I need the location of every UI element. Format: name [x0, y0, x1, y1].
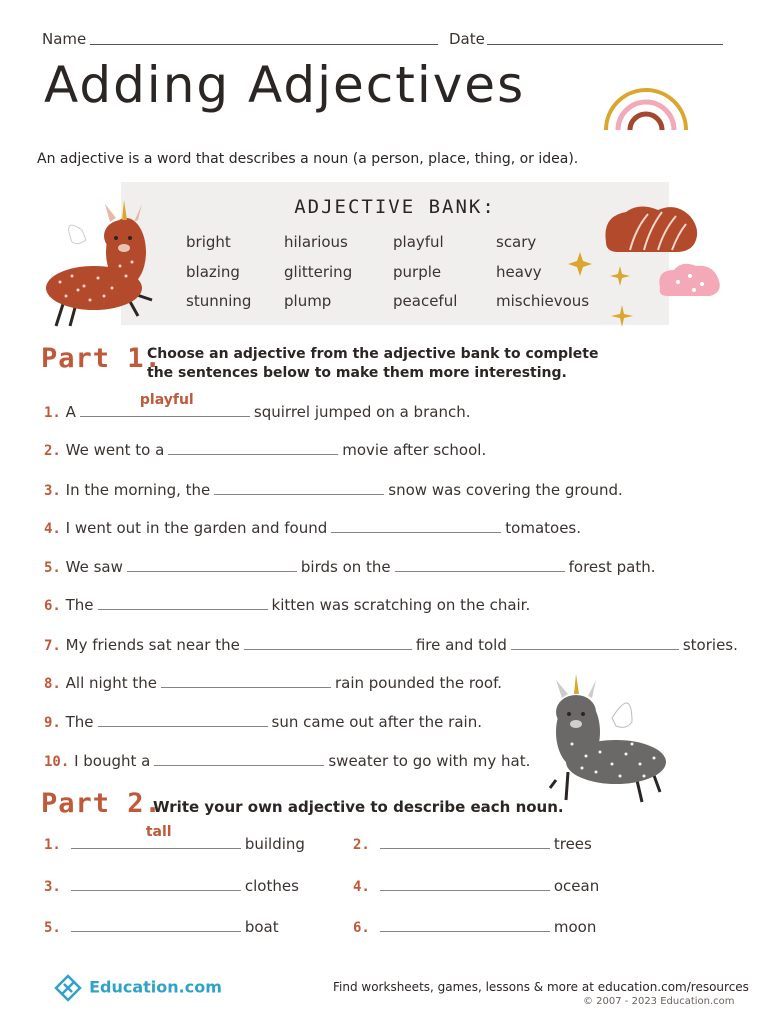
bank-word: bright: [186, 233, 231, 251]
answer-blank[interactable]: [71, 824, 241, 849]
part2-instruction: Write your own adjective to describe each noun.: [153, 798, 564, 816]
item-number: 10.: [44, 754, 70, 770]
sentence-item: [44, 440, 486, 459]
sentence-pre: The: [65, 713, 94, 731]
noun-item: [353, 834, 592, 853]
answer-blank[interactable]: [71, 917, 241, 932]
item-number: 6.: [44, 598, 61, 614]
sentence-pre: We went to a: [65, 441, 165, 459]
logo: [52, 972, 222, 1004]
sentence-post: stories.: [682, 636, 738, 654]
part1-instruction: [147, 345, 598, 383]
answer-blank[interactable]: [331, 518, 501, 533]
answer-blank[interactable]: [161, 673, 331, 688]
sentence-pre: All night the: [65, 674, 157, 692]
answer-blank[interactable]: [98, 595, 268, 610]
sentence-item: [44, 595, 530, 614]
page-title: Adding Adjectives: [44, 56, 526, 114]
noun-label: moon: [553, 918, 597, 936]
llama-unicorn-illustration: [546, 672, 670, 812]
bank-word: mischievous: [496, 292, 590, 310]
clouds-stars-illustration: [600, 200, 726, 336]
bank-word: playful: [393, 233, 444, 251]
date-field[interactable]: [487, 44, 723, 45]
item-number: 4.: [353, 879, 370, 895]
sentence-item: [44, 673, 502, 692]
bank-word: glittering: [284, 263, 353, 281]
example-answer: tall: [145, 824, 172, 840]
noun-item: [44, 917, 279, 936]
sentence-item: [44, 751, 530, 770]
noun-item: [353, 917, 596, 936]
part1-instruction-line1: Choose an adjective from the adjective bank to complete: [147, 346, 599, 362]
noun-item: [353, 876, 599, 895]
item-number: 7.: [44, 638, 61, 654]
date-label: Date: [449, 30, 485, 48]
noun-label: trees: [553, 835, 592, 853]
sentence-mid: birds on the: [300, 558, 391, 576]
bank-title: ADJECTIVE BANK:: [294, 196, 496, 218]
name-label: Name: [42, 30, 87, 48]
sentence-pre: My friends sat near the: [65, 636, 240, 654]
footer-resources-link[interactable]: Find worksheets, games, lessons & more at education.com/resources: [333, 980, 749, 994]
answer-blank[interactable]: [214, 480, 384, 495]
answer-blank[interactable]: [98, 712, 268, 727]
sentence-post: forest path.: [568, 558, 656, 576]
name-field[interactable]: [90, 44, 438, 45]
answer-blank[interactable]: [511, 635, 679, 650]
llama-unicorn-illustration: [42, 196, 162, 330]
sentence-pre: I bought a: [74, 752, 151, 770]
sentence-post: sweater to go with my hat.: [328, 752, 531, 770]
item-number: 6.: [353, 920, 370, 936]
sentence-pre: A: [65, 403, 76, 421]
noun-item: [44, 824, 305, 853]
answer-blank[interactable]: [80, 392, 250, 417]
bank-word: heavy: [496, 263, 542, 281]
item-number: 3.: [44, 483, 61, 499]
item-number: 1.: [44, 405, 61, 421]
bank-word: peaceful: [393, 292, 458, 310]
sentence-item: [44, 392, 471, 421]
sentence-post: sun came out after the rain.: [271, 713, 482, 731]
part2-heading: Part 2.: [41, 788, 162, 819]
sentence-post: kitten was scratching on the chair.: [271, 596, 531, 614]
item-number: 8.: [44, 676, 61, 692]
answer-blank[interactable]: [380, 876, 550, 891]
sentence-pre: In the morning, the: [65, 481, 211, 499]
footer-copyright: © 2007 - 2023 Education.com: [583, 996, 735, 1007]
bank-word: hilarious: [284, 233, 348, 251]
answer-blank[interactable]: [244, 635, 412, 650]
noun-label: boat: [244, 918, 279, 936]
item-number: 1.: [44, 837, 61, 853]
star-icon: [568, 250, 592, 278]
sentence-pre: We saw: [65, 558, 123, 576]
answer-blank[interactable]: [127, 557, 297, 572]
intro-text: An adjective is a word that describes a noun (a person, place, thing, or idea).: [37, 151, 579, 167]
part1-instruction-line2: the sentences below to make them more interesting.: [147, 365, 567, 381]
item-number: 3.: [44, 879, 61, 895]
sentence-pre: I went out in the garden and found: [65, 519, 328, 537]
example-answer: playful: [139, 392, 194, 408]
bank-word: scary: [496, 233, 537, 251]
sentence-post: movie after school.: [342, 441, 487, 459]
item-number: 4.: [44, 521, 61, 537]
sentence-post: tomatoes.: [505, 519, 582, 537]
item-number: 5.: [44, 920, 61, 936]
sentence-item: [44, 712, 482, 731]
answer-blank[interactable]: [380, 834, 550, 849]
sentence-post: snow was covering the ground.: [388, 481, 623, 499]
logo-text: Education.com: [89, 977, 222, 997]
answer-blank[interactable]: [395, 557, 565, 572]
answer-blank[interactable]: [168, 440, 338, 455]
answer-blank[interactable]: [71, 876, 241, 891]
sentence-post: squirrel jumped on a branch.: [253, 403, 471, 421]
education-logo-icon: [52, 972, 84, 1004]
bank-word: blazing: [186, 263, 240, 281]
answer-blank[interactable]: [154, 751, 324, 766]
noun-label: building: [244, 835, 305, 853]
item-number: 2.: [44, 443, 61, 459]
noun-item: [44, 876, 299, 895]
noun-label: clothes: [244, 877, 299, 895]
item-number: 9.: [44, 715, 61, 731]
bank-word: purple: [393, 263, 442, 281]
part1-heading: Part 1.: [41, 343, 162, 374]
item-number: 2.: [353, 837, 370, 853]
item-number: 5.: [44, 560, 61, 576]
sentence-item: [44, 518, 581, 537]
sentence-pre: The: [65, 596, 94, 614]
sentence-mid: fire and told: [415, 636, 507, 654]
bank-word: stunning: [186, 292, 252, 310]
rainbow-illustration: [598, 64, 694, 134]
answer-blank[interactable]: [380, 917, 550, 932]
noun-label: ocean: [553, 877, 600, 895]
sentence-post: rain pounded the roof.: [334, 674, 503, 692]
bank-word: plump: [284, 292, 332, 310]
sentence-item: [44, 480, 623, 499]
sentence-item: [44, 635, 738, 654]
sentence-item: [44, 557, 656, 576]
